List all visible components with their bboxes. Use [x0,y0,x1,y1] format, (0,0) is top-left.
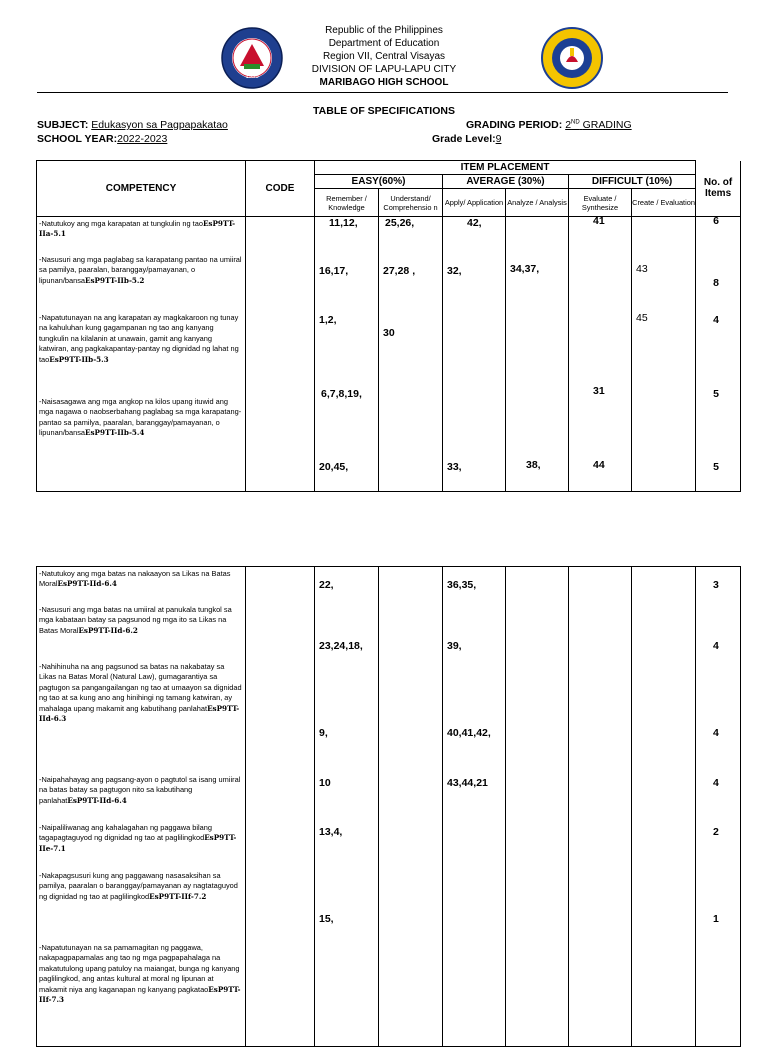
no-of-items-cell [696,567,741,1047]
item-count: 8 [713,277,719,289]
item-numbers: 36,35, [447,579,477,591]
school-year-value: 2022-2023 [117,133,168,145]
grading-label: GRADING PERIOD: [466,119,563,131]
item-numbers: 27,28 , [383,265,416,277]
grade-level-value: 9 [495,133,502,145]
item-numbers: 41 [593,215,605,227]
competency-text: -Naipaliliwanag ang kahalagahan ng paggawa bilang tagapagtaguyod ng dignidad ng tao at paglilingkod [39,823,212,843]
item-numbers: 9, [319,727,328,739]
item-numbers: 40,41,42, [447,727,491,739]
evaluate-cell [569,567,632,1047]
competency-item [39,775,243,823]
apply-cell [443,567,506,1047]
col-code: CODE [246,161,315,217]
evaluate-cell [569,217,632,492]
remember-cell [315,217,379,492]
competency-text: -Natutukoy ang mga batas na nakaayon sa Likas na Batas Moral [39,569,231,589]
item-numbers: 13,4, [319,826,343,838]
competency-text: -Nasusuri ang mga paglabag sa karapatang pantao na umiiral sa pamilya, paaralan, baranggay/pamayanan, o lipunan/bansa [39,255,242,285]
grading-text: GRADING [582,119,632,131]
competency-text: -Nakapagsusuri kung ang paggawang nasasaksihan sa pamilya, paaralan o baranggay/pamayanan ay nagtataguyod ng dignidad ng tao at paglilingkod [39,871,238,901]
sub-understand: Understand/ Comprehensio n [379,189,443,217]
competency-code: EsP9TT-IIb-5.2 [85,275,145,285]
item-numbers: 11,12, [329,217,358,229]
item-numbers: 42, [467,217,482,229]
competency-code: EsP9TT-IIb-5.4 [85,428,145,438]
sub-create: Create / Evaluation [632,189,696,217]
remember-cell [315,567,379,1047]
col-no-of-items: No. of Items [696,161,741,217]
sub-remember: Remember / Knowledge [315,189,379,217]
seal-year: 1996 [245,74,259,80]
item-numbers: 6,7,8,19, [321,388,362,400]
competency-text: -Nahihinuha na ang pagsunod sa batas na nakabatay sa Likas na Batas Moral (Natural Law), gumagarantiya sa pagtugon sa pangangailangan ng tao at umaayon sa dignidad ng tao at sa kung ano ang hinihingi ng tamang katwiran, ay mahalaga upang makamit ang kabutihang panlahat [39,662,242,713]
subject-line [37,119,228,131]
competency-text: -Naipahahayag ang pagsang-ayon o pagtutol sa isang umiiral na batas batay sa pagtugon nito sa kabutihang panlahat [39,775,241,805]
item-count: 5 [713,461,719,473]
header-line-4: DIVISION OF LAPU-LAPU CITY [311,64,457,75]
code-cell [246,567,315,1047]
competency-code: EsP9TT-IIf-7.3 [39,984,241,1005]
competency-text: -Napatutunayan na ang karapatan ay magkakaroon ng tunay na kahuluhan kung gagampanan ng tao ang kanyang tungkulin na kilalanin at unawain, gamit ang kanyang katwiran, ang pagkakapantay-pantay ng dignidad ng lahat ng tao [39,313,239,364]
item-count: 4 [713,640,719,652]
competency-item [39,871,243,943]
create-cell [632,567,696,1047]
header-divider [37,92,728,93]
school-name: MARIBAGO HIGH SCHOOL [319,77,449,88]
item-numbers: 44 [593,459,605,471]
grading-sup: ND [571,119,580,126]
item-count: 6 [713,215,719,227]
no-of-items-cell [696,217,741,492]
item-numbers: 10 [319,777,331,789]
competency-text: -Napatutunayan na sa pamamagitan ng paggawa, nakapagpapamalas ang tao ng mga pagpapahalaga na makatutulong upang patuloy na maiangat, bunga ng kanyang paglilingkod, ang antas kultural at moral ng lipunan at makamit niya ang kaganapan ng kanyang pagkatao [39,943,240,994]
header-line-3: Region VII, Central Visayas [322,51,446,62]
analyze-cell [506,217,569,492]
item-numbers: 38, [526,459,541,471]
understand-cell [379,217,443,492]
understand-cell [379,567,443,1047]
item-numbers: 15, [319,913,334,925]
item-count: 2 [713,826,719,838]
competency-code: EsP9TT-IId-6.2 [78,625,138,635]
item-numbers: 22, [319,579,334,591]
item-numbers: 39, [447,640,462,652]
school-year-label: SCHOOL YEAR: [37,133,118,145]
grading-period-line [466,119,632,131]
competency-item [39,943,243,1005]
easy-header: EASY(60%) [315,175,443,189]
subject-value: Edukasyon sa Pagpapakatao [91,119,228,131]
average-header: AVERAGE (30%) [443,175,569,189]
item-numbers: 45 [636,312,648,324]
competency-item [39,605,243,662]
competency-code: EsP9TT-IId-6.4 [57,579,117,589]
item-numbers: 43 [636,263,648,275]
item-numbers: 20,45, [319,461,349,473]
competency-item [39,313,243,397]
document-title: TABLE OF SPECIFICATIONS [313,105,455,117]
competency-item [39,219,243,255]
competency-code: EsP9TT-IIa-5.1 [39,219,236,239]
sub-apply: Apply/ Application [443,189,506,217]
competency-item [39,255,243,313]
item-count: 3 [713,579,719,591]
header-line-2: Department of Education [328,38,440,49]
competency-item [39,662,243,775]
competency-item [39,569,243,605]
item-numbers: 25,26, [385,217,415,229]
competency-code: EsP9TT-IId-6.3 [39,703,240,724]
item-numbers: 23,24,18, [319,640,363,652]
difficult-header: DIFFICULT (10%) [569,175,696,189]
item-count: 5 [713,388,719,400]
item-placement-header: ITEM PLACEMENT [315,161,696,175]
apply-cell [443,217,506,492]
item-numbers: 33, [447,461,462,473]
competency-cell [37,567,246,1047]
competency-item [39,397,243,439]
competency-code: EsP9TT-IIe-7.1 [39,833,237,853]
sub-evaluate: Evaluate / Synthesize [569,189,632,217]
competency-code: EsP9TT-IIf-7.2 [149,891,207,901]
item-numbers: 34,37, [510,263,540,275]
col-competency: COMPETENCY [37,161,246,217]
item-numbers: 16,17, [319,265,349,277]
item-count: 4 [713,727,719,739]
item-count: 4 [713,777,719,789]
item-numbers: 43,44,21 [447,777,488,789]
competency-text: -Naisasagawa ang mga angkop na kilos upang ituwid ang mga nagawa o naobserbahang paglabag sa mga karapatang-pantao sa pamilya, paaralan, baranggay/pamayanan, o lipunan/bansa [39,397,242,438]
spec-table-1 [36,160,741,492]
item-count: 1 [713,913,719,925]
competency-code: EsP9TT-IIb-5.3 [49,354,109,364]
header-line-1: Republic of the Philippines [325,25,443,36]
subject-label: SUBJECT: [37,119,89,131]
analyze-cell [506,567,569,1047]
item-count: 4 [713,314,719,326]
grade-level-label: Grade Level: [432,133,496,145]
create-cell [632,217,696,492]
item-numbers: 32, [447,265,462,277]
item-numbers: 1,2, [319,314,337,326]
item-numbers: 31 [593,385,605,397]
competency-text: -Nasusuri ang mga batas na umiiral at panukala tungkol sa mga kabataan batay sa pagsunod ng mga ito sa Likas na Batas Moral [39,605,232,635]
item-numbers: 30 [383,327,395,339]
competency-text: -Natutukoy ang mga karapatan at tungkulin ng tao [39,219,203,228]
grading-number: 2 [565,119,572,131]
sub-analyze: Analyze / Analysis [506,189,569,217]
school-year-line [37,133,191,145]
grading-value [565,119,631,131]
competency-item [39,823,243,871]
grade-level-line [432,133,501,145]
competency-code: EsP9TT-IId-6.4 [67,795,127,805]
code-cell [246,217,315,492]
competency-cell [37,217,246,492]
spec-table-2 [36,566,741,1047]
